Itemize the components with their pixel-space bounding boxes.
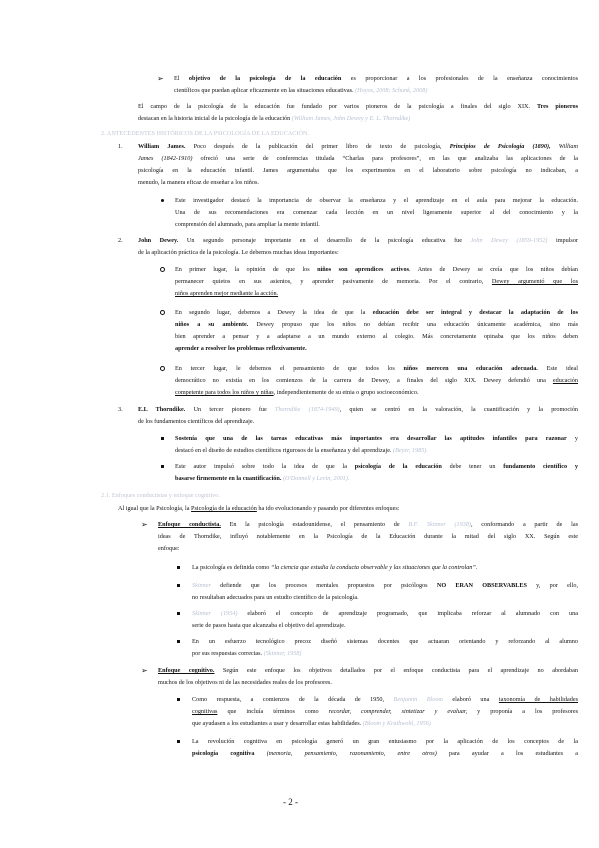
conductista-line-1: Enfoque conductista. En la psicología estadounidense, el pensamiento de B.F. Skinner (1938), conformando a partir de las xyxy=(158,521,578,528)
cognitivo-sub1-line-1: Como respuesta, a comienzos de la década de 1950, Benjamin Bloom elaboró una taxonomía de habilidades xyxy=(192,696,578,703)
bullet-square-icon xyxy=(177,640,180,643)
cognitivo-line-1: Enfoque cognitivo. Según este enfoque los objetivos detallados por el enfoque conductista para el aprendizaje no abordaban xyxy=(158,667,578,674)
section-heading-2: 2. ANTECEDENTES HISTÓRICOS DE LA PSICOLOGÍA DE LA EDUCACIÓN. xyxy=(101,130,309,137)
cognitivo-sub2-line-1: La revolución cognitiva en psicología generó un gran entusiasmo por la aplicación de los conceptos de la xyxy=(192,738,578,745)
cognitivo-line-2: muchos de los objetivos ni de las necesidades reales de los profesores. xyxy=(158,679,332,686)
bullet-ring-icon xyxy=(160,267,165,272)
conductista-line-2: ideas de Thorndike, influyó notablemente en la Psicología de la Educación durante la mitad del siglo XX. Según este xyxy=(158,533,578,540)
dewey-third-line-1: En tercer lugar, le debemos el pensamiento de que todos los niños merecen una educación adecuada. Este ideal xyxy=(175,365,578,372)
bullet-square-icon xyxy=(177,740,180,743)
thorndike-line-2: de los fundamentos científicos del aprendizaje. xyxy=(138,418,255,425)
arrow-bullet-icon: ➢ xyxy=(157,74,164,83)
bullet-ring-icon xyxy=(160,366,165,371)
pioneers-line-2: destacan en la historia inicial de la psicología de la educación (William James, John Dewey y E. L. Thorndike) xyxy=(138,115,411,122)
list-number-1: 1. xyxy=(118,143,123,150)
dewey-first-line-1: En primer lugar, la opinión de que los niños son aprendices activos. Antes de Dewey se creía que los niños debían xyxy=(175,266,578,273)
thorndike-bullet2-line-1: Este autor impulsó sobre todo la idea de que la psicología de la educación debe tener un fundamento científico y xyxy=(175,463,578,470)
thorndike-line-1: E.L Thorndike. Un tercer pionero fue Thorndike (1874-1949), quien se centró en la valoración, la cuantificación y la promoción xyxy=(138,406,579,413)
conductista-sub4-line-1: En un esfuerzo tecnológico precoz diseñó sistemas docentes que actuaran orientando y reforzando al alumno xyxy=(192,638,578,645)
dewey-third-line-2: democrático no existía en los comienzos de la carrera de Dewey, a finales del siglo XIX. Dewey defendió una educación xyxy=(175,377,578,384)
intro-line-1: El objetivo de la psicología de la educación es proporcionar a los profesionales de la enseñanza conocimientos xyxy=(174,75,578,82)
conductista-sub2-line-1: Skinner defiende que los procesos mentales propuestos por psicólogos NO ERAN OBSERVABLES y, por ello, xyxy=(192,582,579,589)
arrow-bullet-icon: ➢ xyxy=(141,520,148,529)
bullet-square-icon xyxy=(177,566,180,569)
bullet-square-icon xyxy=(177,612,180,615)
dewey-second-line-1: En segundo lugar, debemos a Dewey la idea de que la educación debe ser integral y destacar la adaptación de los xyxy=(175,309,578,316)
dewey-third-line-3: competente para todos los niños y niñas, independientemente de su etnia o grupo socioeconómico. xyxy=(175,389,419,396)
conductista-sub3-line-2: serie de pasos hasta que alcanzaba el objetivo del aprendizaje. xyxy=(192,622,346,629)
thorndike-bullet1-line-1: Sostenía que una de las tareas educativas más importantes era desarrollar las aptitudes infantiles para razonar y xyxy=(175,435,579,442)
james-bullet-line-2: Una de sus recomendaciones era comenzar cada lección en un nivel ligeramente superior al del conocimiento y la xyxy=(175,209,578,216)
page-number: - 2 - xyxy=(283,797,298,807)
list-number-2: 2. xyxy=(118,237,123,244)
dewey-second-line-4: aprender a resolver los problemas reflexivamente. xyxy=(175,345,307,352)
dewey-line-2: de la aplicación práctica de la psicología. Le debemos muchas ideas importantes: xyxy=(138,249,339,256)
bullet-square-icon xyxy=(177,698,180,701)
cognitivo-sub1-line-3: que ayudasen a los estudiantes a usar y desarrollar estas habilidades. (Bloom y Krathwohl, 1956) xyxy=(192,720,431,727)
conductista-sub2-line-2: no resultaban adecuados para un estudio científico de la psicología. xyxy=(192,594,359,601)
dewey-second-line-3: bien aprender a pensar y a adaptarse a un mundo externo al colegio. Más concretamente opinaba que los niños deben xyxy=(175,333,578,340)
james-bullet-line-3: comprensión del alumnado, para ampliar la mente infantil. xyxy=(175,221,320,228)
bullet-dot-icon xyxy=(161,199,164,202)
bullet-ring-icon xyxy=(160,310,165,315)
dewey-second-line-2: niños a su ambiente. Dewey propuso que los niños no debían recibir una educación únicamente académica, sino más xyxy=(175,321,578,328)
james-line-4: menudo, la manera eficaz de enseñar a los niños. xyxy=(138,179,259,186)
bullet-square-icon xyxy=(161,437,164,440)
intro-line-2: científicos que puedan aplicar eficazmente en las situaciones educativas. (Hoyos, 2008; Schunk, 2008) xyxy=(174,87,428,94)
thorndike-bullet2-line-2: basarse firmemente en la cuantificación. (O'Donnell y Levin, 2001). xyxy=(175,475,350,482)
pioneers-line-1: El campo de la psicología de la educación fue fundado por varios pioneros de la psicología a finales del siglo XIX. Tres pioneros xyxy=(138,103,578,110)
james-line-2: James (1842-1910) ofreció una serie de conferencias titulada “Charlas para profesores”, en las que analizaba las aplicaciones de la xyxy=(138,155,578,162)
dewey-line-1: John Dewey. Un segundo personaje importante en el desarrollo de la psicología educativa fue John Dewey (1859-1952) impulsor xyxy=(138,237,578,244)
conductista-sub4-line-2: por sus respuestas correctas. (Skinner, 1958) xyxy=(192,650,302,657)
dewey-first-line-2: permanecer quietos en sus asientos, y aprender pasivamente de memoria. Por el contrario, Dewey argumentó que los xyxy=(175,278,579,285)
bullet-square-icon xyxy=(177,584,180,587)
list-number-3: 3. xyxy=(118,406,123,413)
conductista-sub3-line-1: Skinner (1954) elaboró el concepto de aprendizaje programado, que implicaba reforzar al alumnado con una xyxy=(192,610,578,617)
dewey-first-line-3: niños aprenden mejor mediante la acción. xyxy=(175,290,279,297)
conductista-sub1: La psicología es definida como “la ciencia que estudia la conducta observable y las situaciones que la controlan”. xyxy=(192,564,478,571)
cognitivo-sub1-line-2: cognitivas que incluía términos como recordar, comprender, sintetizar y evaluar, y proponía a los profesores xyxy=(192,708,579,715)
james-bullet-line-1: Este investigador destacó la importancia de observar la enseñanza y el aprendizaje en el aula para mejorar la educación. xyxy=(175,197,578,204)
james-line-1: William James. Poco después de la publicación del primer libro de texto de psicología, Principios de Psicología (1890), William xyxy=(138,143,578,150)
cognitivo-sub2-line-2: psicología cognitiva (memoria, pensamiento, razonamiento, entre otros) para ayudar a los estudiantes a xyxy=(192,750,578,757)
conductista-line-3: enfoque: xyxy=(158,545,180,552)
james-line-3: psicología en la educación infantil. James argumentaba que los experimentos en el laboratorio sobre psicología no indicaban, a xyxy=(138,167,578,174)
section-heading-2-1: 2.1. Enfoques conductistas y enfoque cognitivo. xyxy=(101,492,220,499)
bullet-square-icon xyxy=(161,465,164,468)
approaches-intro: Al igual que la Psicología, la Psicología de la educación ha ido evolucionando y pasando por diferentes enfoques: xyxy=(118,505,400,512)
arrow-bullet-icon: ➢ xyxy=(141,666,148,675)
thorndike-bullet1-line-2: destacó en el diseño de estudios científicos rigurosos de la enseñanza y del aprendizaje. (Beyer, 1985). xyxy=(175,447,428,454)
